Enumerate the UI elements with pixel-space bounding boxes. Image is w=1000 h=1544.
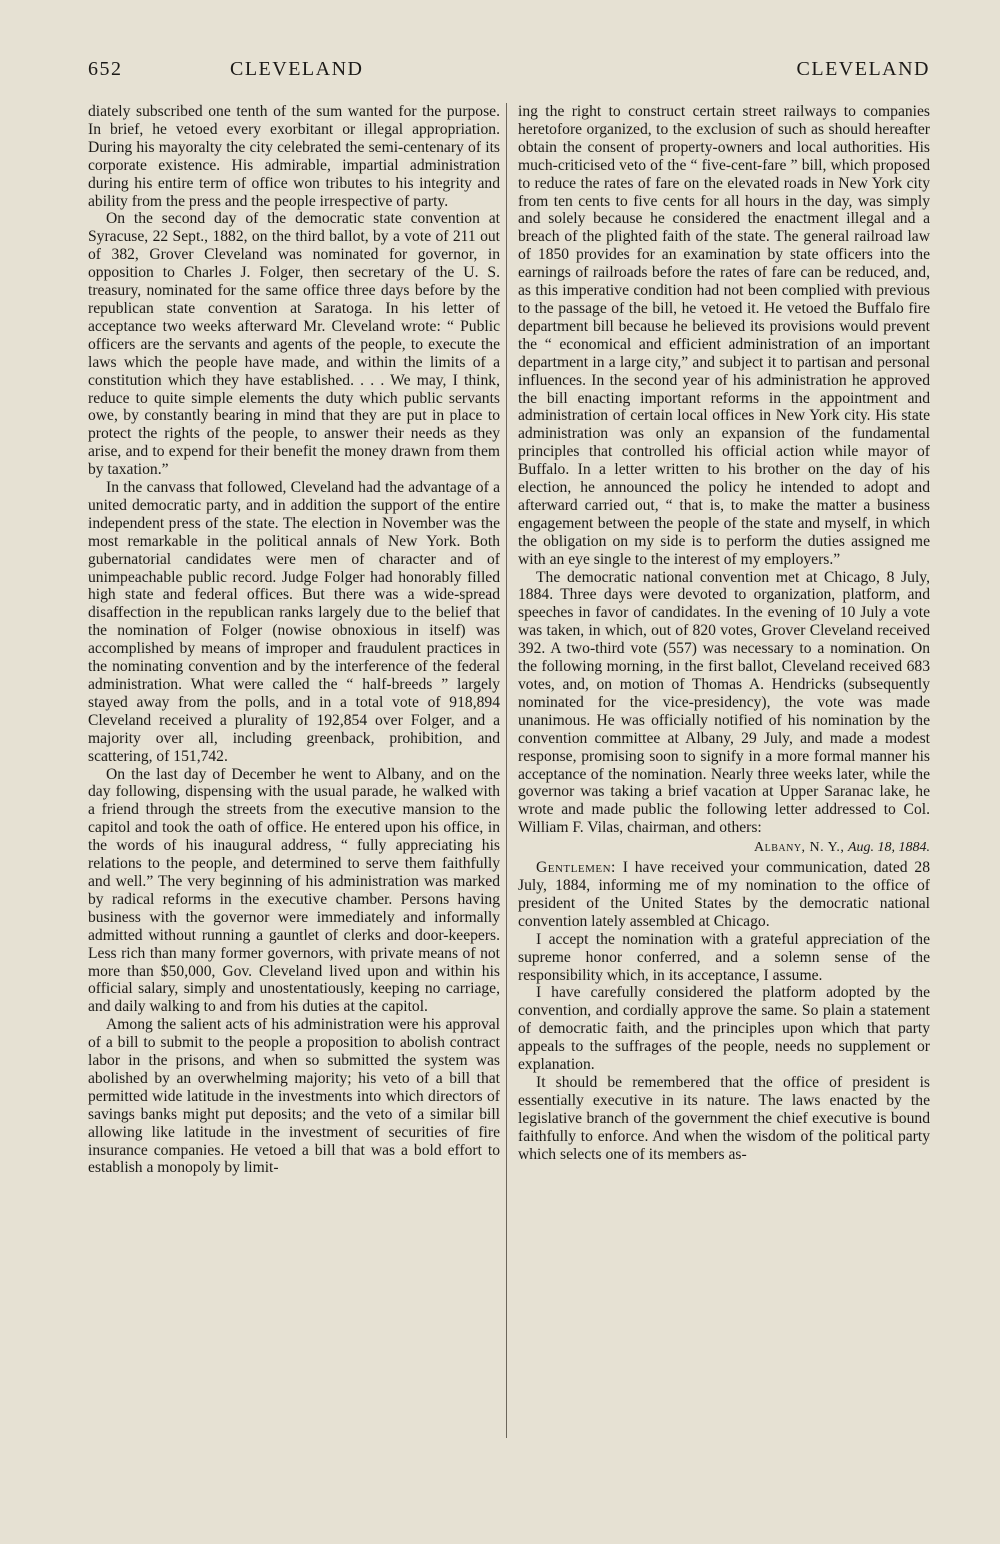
paragraph: ing the right to construct certain street railways to companies heretofore organized, to the exclusion of such as should hereafter obtain the consent of property-owners and local authorities. His much-criticised veto of the “ five-cent-fare ” bill, which proposed to reduce the rates of fare on the elevated roads in New York city from ten cents to five cents for all hours in the day, was simply and solely because he considered the enactment illegal and a breach of the plighted faith of the state. The general railroad law of 1850 provides for an examination by state officers into the earnings of railroads before the rates of fare can be reduced, and, as this imperative condition had not been complied with previous to the passage of the bill, he vetoed it. He vetoed the Buffalo fire department bill because he believed its provisions would prevent the “ economical and efficient administration of an important department in a large city,” and subject it to partisan and personal influences. In the second year of his administration he approved the bill enacting important reforms in the appointment and administration of certain local offices in New York city. His state administration was only an expansion of the fundamental principles that controlled his official action while mayor of Buffalo. In a letter written to his brother on the day of his election, he announced the policy he intended to adopt and afterward carried out, “ that is, to make the matter a business engagement between the people of the state and myself, in which the obligation on my side is to perform the duties assigned me with an eye single to the interest of my employers.”: [518, 103, 930, 568]
letter-dateline: [518, 839, 930, 857]
left-column: [88, 103, 500, 1177]
dateline-place: Albany, N. Y.,: [753, 840, 845, 856]
page-header: [88, 58, 930, 88]
right-column: [518, 103, 930, 1163]
letter-opening: [518, 859, 930, 931]
paragraph: On the last day of December he went to Albany, and on the day following, dispensing with the usual parade, he walked with a friend through the streets from the executive mansion to the capitol and took the oath of office. He entered upon his office, in the words of his inaugural address, “ fully appreciating his relations to the people, and determined to serve them faithfully and well.” The very beginning of his administration was marked by radical reforms in the executive chamber. Persons having business with the governor were immediately and informally admitted without running a gauntlet of clerks and door-keepers. Less rich than many former governors, with private means of not more than $50,000, Gov. Cleveland lived upon and within his official salary, simply and unostentatiously, keeping no carriage, and daily walking to and from his duties at the capitol.: [88, 765, 500, 1016]
running-head-left: CLEVELAND: [230, 58, 364, 80]
running-head-right: CLEVELAND: [796, 58, 930, 80]
paragraph: Among the salient acts of his administration were his approval of a bill to submit to the people a proposition to abolish contract labor in the prisons, and when so submitted the system was abolished by an overwhelming majority; his veto of a bill that permitted wide latitude in the investments into which directors of savings banks might put deposits; and the veto of a similar bill allowing like latitude in the investment of securities of fire insurance companies. He vetoed a bill that was a bold effort to establish a monopoly by limit-: [88, 1016, 500, 1177]
paragraph-text: I have received your communication, dated 28 July, 1884, informing me of my nomination to the office of president of the United States by the democratic national convention lately assembled at Chicago.: [518, 859, 930, 930]
paragraph: On the second day of the democratic state convention at Syracuse, 22 Sept., 1882, on the third ballot, by a vote of 211 out of 382, Grover Cleveland was nominated for governor, in opposition to Charles J. Folger, then secretary of the U. S. treasury, nominated for the same office three days before by the republican state convention at Saratoga. In his letter of acceptance two weeks afterward Mr. Cleveland wrote: “ Public officers are the servants and agents of the people, to execute the laws which the people have made, and within the limits of a constitution which they have established. . . . We may, I think, reduce to quite simple elements the duty which public servants owe, by constantly bearing in mind that they are put in place to protect the rights of the people, to answer their needs as they arise, and to expend for their benefit the money drawn from them by taxation.”: [88, 210, 500, 479]
paragraph: The democratic national convention met at Chicago, 8 July, 1884. Three days were devoted to organization, platform, and speeches in favor of candidates. In the evening of 10 July a vote was taken, in which, out of 820 votes, Grover Cleveland received 392. A two-third vote (557) was necessary to a nomination. On the following morning, in the first ballot, Cleveland received 683 votes, and, on motion of Thomas A. Hendricks (subsequently nominated for the vice-presidency), the vote was made unanimous. He was officially notified of his nomination by the convention committee at Albany, 29 July, and made a modest response, promising soon to signify in a more formal manner his acceptance of the nomination. Nearly three weeks later, while the governor was taking a brief vacation at Upper Saranac lake, he wrote and made public the following letter addressed to Col. William F. Vilas, chairman, and others:: [518, 568, 930, 837]
paragraph: In the canvass that followed, Cleveland had the advantage of a united democratic party, and in addition the support of the entire independent press of the state. The election in November was the most remarkable in the political annals of New York. Both gubernatorial candidates were men of character and of unimpeachable public record. Judge Folger had honorably filled high state and federal offices. But there was a wide-spread disaffection in the republican ranks largely due to the belief that the nomination of Folger (nowise obnoxious in itself) was accomplished by means of improper and fraudulent practices in the nominating convention and by the interference of the federal administration. What were called the “ half-breeds ” largely stayed away from the polls, and in a total vote of 918,894 Cleveland received a plurality of 192,854 over Folger, and a majority over all, including greenback, prohibition, and scattering, of 151,742.: [88, 479, 500, 765]
page-number: 652: [88, 58, 123, 80]
paragraph: I accept the nomination with a grateful appreciation of the supreme honor conferred, and a solemn sense of the responsibility which, in its acceptance, I assume.: [518, 930, 930, 984]
paragraph: diately subscribed one tenth of the sum wanted for the purpose. In brief, he vetoed every exorbitant or illegal appropriation. During his mayoralty the city celebrated the semi-centenary of its corporate existence. His admirable, impartial administration during his entire term of office won tributes to his integrity and ability from the press and the people irrespective of party.: [88, 103, 500, 210]
dateline-date: Aug. 18, 1884.: [847, 840, 930, 856]
column-divider: [506, 103, 507, 1438]
salutation: Gentlemen:: [536, 859, 616, 877]
paragraph: It should be remembered that the office of president is essentially executive in its nature. The laws enacted by the legislative branch of the government the chief executive is bound faithfully to enforce. And when the wisdom of the political party which selects one of its members as-: [518, 1073, 930, 1163]
paragraph: I have carefully considered the platform adopted by the convention, and cordially approve the same. So plain a statement of democratic faith, and the principles upon which that party appeals to the suffrages of the people, needs no supplement or explanation.: [518, 984, 930, 1074]
